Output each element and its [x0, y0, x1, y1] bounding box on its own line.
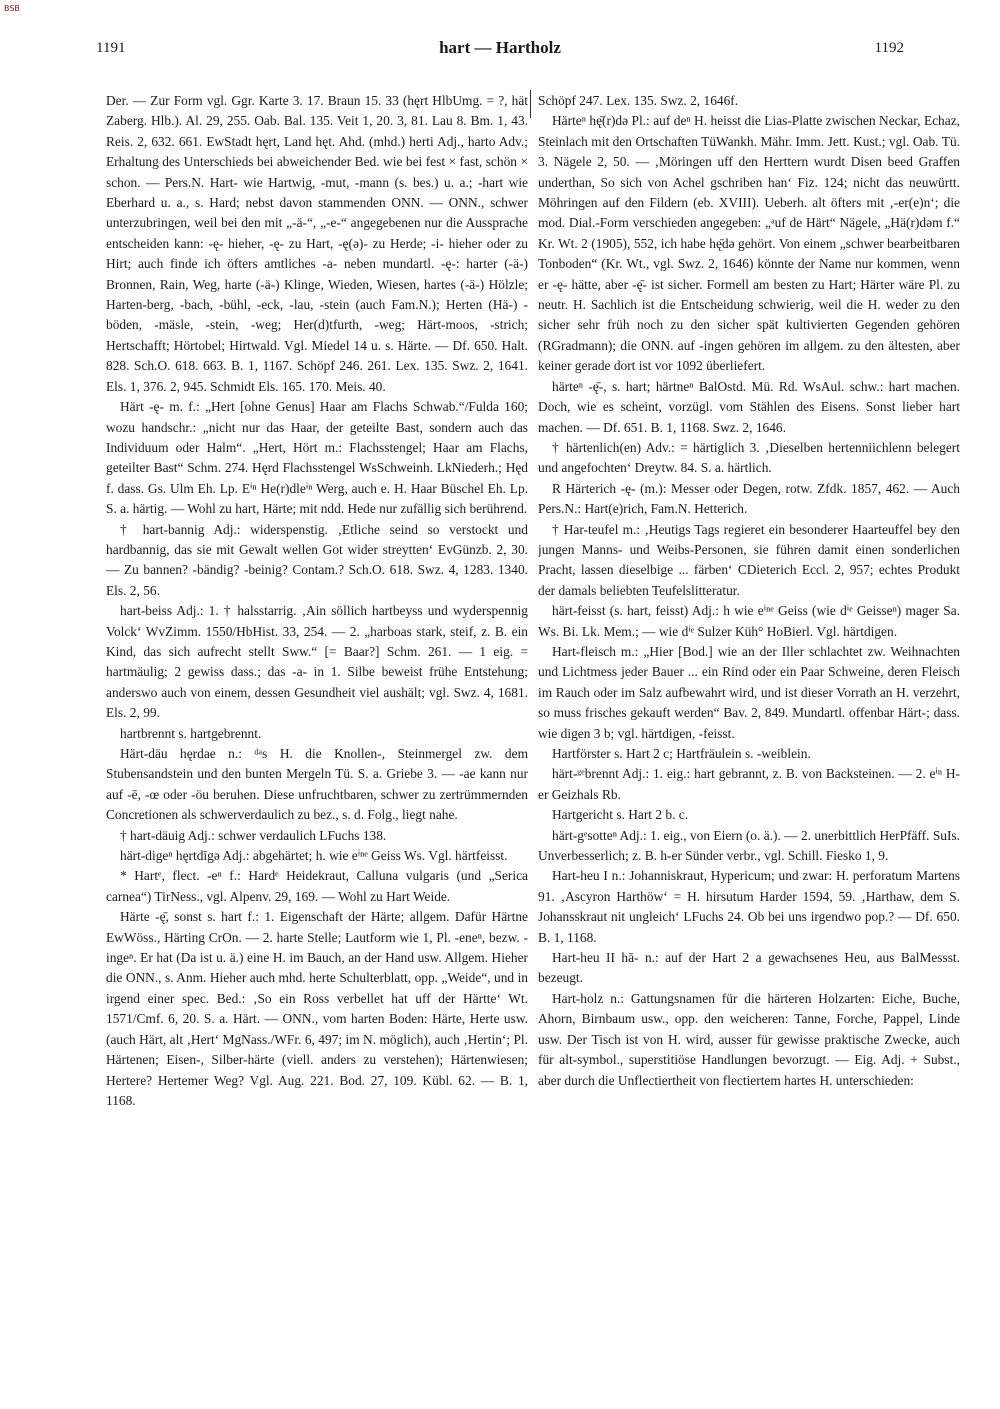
entry-text: † Har-teufel m.: ‚Heutigs Tags regieret ein besonderer Haarteuffel bey den jungen Manns- und Weibs-Personen, sie führen damit einen sonderlichen Pracht, lassen dieselbige ... färben‘ CDieterich Eccl. 2, 957; echtes Produkt der damals beliebten Teufelslitteratur. [538, 521, 960, 598]
page-number-left: 1191 [96, 40, 126, 56]
page-number-right: 1192 [874, 40, 904, 56]
entry-text: R Härterich -ę- (m.): Messer oder Degen, rotw. Zfdk. 1857, 462. — Auch Pers.N.: Hart(e)rich, Fam.N. Hetterich. [538, 480, 960, 517]
entry-text: Hartförster s. Hart 2 c; Hartfräulein s. -weiblein. [552, 746, 811, 761]
entry-text: Der. — Zur Form vgl. Ggr. Karte 3. 17. Braun 15. 33 (hęrt HlbUmg. = ?, hät Zaberg. Hlb.). Al. 29, 255. Oab. Bal. 135. Veit 1, 20. 3, 81. Lau 8. Bm. 1, 43. Reis. 2, 632. 661. EwStadt hęrt, Land hęt. Ahd. (mhd.) herti Adj., harto Adv.; Erhaltung des Unterschieds bei abweichender Bed. wie bei fest × fast, schön × schon. — Pers.N. Hart- wie Hartwig, -mut, -mann (s. bes.) u. a.; -hart wie Eberhard u. a., s. Hard; nebst davon stammenden ONN. — ONN., schwer unterzubringen, weil bei den mit „-ä-“, „-e-“ angegebenen nur die Aussprache entscheiden kann: -ę- hieher, -ę- zu Hart, -ę(ə)- zu Herde; -i- hieher oder zu Hirt; auch finde ich öfters amtliches -a- neben mundartl. -ę-: harter (-ä-) Bronnen, Rain, Weg, harte (-ä-) Klinge, Wieden, Wiesen, hartes (-ä-) Hölzle; Harten-berg, -bach, -bühl, -eck, -lau, -stein (auch Fam.N.); Herten (Hä-) -böden, -mäsle, -stein, -weg; Her(d)tfurth, -weg; Härt-moos, -strich; Hertschafft; Hörtobel; Hirtwald. Vgl. Miedel 14 u. s. Härte. — Df. 650. Halt. 828. Sch.O. 618. 663. B. 1, 1167. Schöpf 246. 261. Lex. 135. Swz. 2, 1641. Els. 1, 376. 2, 945. Schmidt Els. 165. 170. Meis. 40. [106, 93, 528, 394]
entry-text: Hart-heu I n.: Johanniskraut, Hypericum; und zwar: H. perforatum Martens 91. ‚Ascyron Harthöw‘ = H. hirsutum Harder 1594, 59. ‚Harthaw, dem S. Johansskraut nit ungleich‘ LFuchs 24. Ob bei uns irgendwo pop.? — Df. 650. B. 1, 1168. [538, 868, 960, 945]
entry-text: Hartgericht s. Hart 2 b. c. [552, 807, 689, 823]
entry-text: härt-ᵍᵉbrennt Adj.: 1. eig.: hart gebrannt, z. B. von Backsteinen. — 2. eⁱⁿ H-er Geizhals Rb. [538, 766, 960, 802]
entry-text: härteⁿ -ę̄-, s. hart; härtneⁿ BalOstd. Mü. Rd. WsAul. schw.: hart machen. Doch, wie es scheint, vorzügl. vom Stählen des Eisens. Sonst lieber hart machen. — Df. 651. B. 1, 1168. Swz. 2, 1646. [538, 378, 960, 435]
entry-text: Härteⁿ hę̄(r)də Pl.: auf deⁿ H. heisst die Lias-Platte zwischen Neckar, Echaz, Steinlach mit den Ortschaften TüWankh. Mähr. Imm. Jett. Kust.; vgl. Oab. Tü. 3. Nägele 2, 50. — ‚Möringen uff den Herttern wurdt Disen beed Graffen underthan, So sich von Achel gschriben han‘ Fiz. 124; nicht das neuwürtt. Möhringen auf den Fildern (eb. XVIII). Ueberh. alt öfters mit ‚-er(e)n‘; die mod. Dial.-Form verschieden angegeben: „ᵃuf de Härt“ Nägele, „Hä(r)dəm f.“ Kr. Wt. 2 (1905), 552, ich habe hę̄də gehört. Von einem „schwer bearbeitbaren Tonboden“ (Kr. Wt., vgl. Swz. 2, 1646) könnte der Name nur kommen, wenn er -ę- hätte, aber -ę̄- ist sicher. Formell am besten zu Hart; Härter wäre Pl. zu neutr. H. Sachlich ist die Entscheidung schwierig, weil die H. weder zu den sicher sehr früh noch zu den sicher spät kultivierten Gegenden gehören (RGradmann); die ONN. auf -ingen gehören im allgem. zu den ältesten, aber keiner gerade dort ist vor 1092 überliefert. [538, 113, 960, 374]
entry-text: * Hartᵉ, flect. -eⁿ f.: Hardᵉ Heidekraut, Calluna vulgaris (und „Serica carnea“) TirNess., vgl. Alpenv. 29, 169. — Wohl zu Hart Weide. [106, 868, 528, 904]
entry-text: Härt-däu hęrdae n.: ᵈᵃs H. die Knollen-, Steinmergel zw. dem Stubensandstein und den bunten Mergeln Tü. S. a. Griebe 3. — -ae kann nur auf -ē, -œ oder -öu beruhen. Diese unfruchtbaren, schwer zu zertrümmernden Concretionen als schwerverdaulich zu bez., s. d. Folg., liegt nahe. [106, 746, 528, 823]
entry-text: Hart-holz n.: Gattungsnamen für die härteren Holzarten: Eiche, Buche, Ahorn, Birnbaum usw., opp. den weicheren: Tanne, Forche, Pappel, Linde usw. Der Tisch ist von H. wird, ausser für gewisse praktische Zwecke, auch für alt-symbol., superstitiöse Handlungen bevorzugt. — Eig. Adj. + Subst., aber durch die Unflectiertheit von flectiertem hartes H. unterschieden: [538, 990, 960, 1088]
entry-text: † hart-bannig Adj.: widerspenstig. ‚Etliche seind so verstockt und hardbannig, das sie mit Gewalt wellen Got wider streytten‘ EvGünzb. 2, 30. — Zu bannen? -bändig? -beinig? Contam.? Sch.O. 618. Swz. 4, 1283. 1340. Els. 2, 56. [106, 521, 528, 598]
entry-text: Schöpf 247. Lex. 135. Swz. 2, 1646f. [538, 93, 739, 108]
right-column [538, 91, 960, 1391]
entry-text: härt-gᵉsotteⁿ Adj.: 1. eig., von Eiern (o. ä.). — 2. unerbittlich HerPfäff. SuIs. Unverbesserlich; z. B. h-er Sünder verbr., vgl. Schill. Fiesko 1, 9. [538, 827, 960, 864]
entry-text: hartbrennt s. hartgebrennt. [120, 725, 262, 741]
entry-text: Hart-fleisch m.: „Hier [Bod.] wie an der Iller schlachtet zw. Weihnachten und Lichtmess jeder Bauer ... ein Rind oder ein Paar Schweine, deren Fleisch im Rauch oder im Salz aufbewahrt wird, und ist dieser Vorrath an H. verzehrt, so muss frisches gekauft werden“ Bav. 2, 849. Mundartl. offenbar Härt-; dass. wie digen 3 b; vgl. härtdigen, -feisst. [538, 643, 960, 741]
entry-text: † härtenlich(en) Adv.: = härtiglich 3. ‚Dieselben hertenniichlenn belegert und angefochten‘ Dreytw. 84. S. a. härtlich. [538, 439, 960, 476]
entry-text: hart-beiss Adj.: 1. † halsstarrig. ‚Ain söllich hartbeyss und wyderspennig Volck‘ WvZimm. 1550/HbHist. 33, 254. — 2. „harboas stark, steif, z. B. ein Kind, das sich aufrecht stellt Sww.“ [= Baar?] Schm. 261. — 1 eig. = hartmäulig; 2 gewiss dass.; das -a- in 1. Silbe beweist frühe Entstehung; anderswo auch von einem, dessen Gesundheit viel aushält; vgl. Swz. 4, 1681. Els. 2, 99. [106, 603, 528, 721]
entry-text: Hart-heu II hā- n.: auf der Hart 2 a gewachsenes Heu, aus BalMessst. bezeugt. [538, 950, 960, 986]
entry-text: Härt -ę- m. f.: „Hert [ohne Genus] Haar am Flachs Schwab.“/Fulda 160; wozu handschr.: „nicht nur das Haar, der geteilte Bast, sondern auch das Individuum oder Halm“. „Hert, Hört m.: Flachsstengel; Haar am Flachs, geteilter Bast“ Schm. 274. Hęrd Flachsstengel WsSchweinh. LkNiederh.; Hęd f. dass. Gs. Ulm Eh. Lp. Eⁱⁿ He(r)dleⁱⁿ Werg, auch e. H. Haar Büschel Eh. Lp. S. a. härtig. — Wohl zu hart, Härte; mit ndd. Hede nur zufällig sich berührend. [106, 399, 528, 517]
entry-text: härt-digeⁿ hęrtdīgə Adj.: abgehärtet; h. wie eⁱⁿᵉ Geiss Ws. Vgl. härtfeisst. [120, 848, 508, 864]
column-divider [530, 90, 531, 118]
page-header [96, 40, 904, 66]
entry-text: † hart-däuig Adj.: schwer verdaulich LFuchs 138. [120, 827, 387, 843]
running-title: hart — Hartholz [439, 38, 561, 57]
entry-text: härt-feisst (s. hart, feisst) Adj.: h wie eⁱⁿᵉ Geiss (wie dⁱᵉ Geisseⁿ) mager Sa. Ws. Bi. Lk. Mem.; — wie dⁱᵉ Sulzer Küh° HoBierl. Vgl. härtdigen. [538, 603, 960, 639]
library-stamp: BSB [4, 4, 20, 13]
left-column [106, 91, 528, 1391]
entry-text: Härte -ę̄, sonst s. hart f.: 1. Eigenschaft der Härte; allgem. Dafür Härtne EwWöss., Härting CrOn. — 2. harte Stelle; Lautform wie 1, Pl. -eneⁿ, bezw. -ingeⁿ. Er hat (Da ist u. ä.) eine H. im Bauch, an der Hand usw. Allgem. Hieher die ONN., s. Anm. Hieher auch mhd. herte Schulterblatt, opp. „Weide“, und in irgend einer spec. Bed.: ‚So ein Ross verbellet hat uff der Härtte‘ Wt. 1571/Cmf. 6, 20. S. a. Härt. — ONN., vom harten Boden: Härte, Herte usw. (auch Härt, alt ‚Hert‘ MgNass./WFr. 6, 497; im N. möglich), auch ‚Hertin‘; Pl. Härtenen; Eisen-, Silber-härte (viell. anders zu verstehen); Härtenwiesen; Hertere? Hertemer Weg? Vgl. Aug. 221. Bod. 27, 109. Kübl. 62. — B. 1, 1168. [106, 909, 528, 1108]
